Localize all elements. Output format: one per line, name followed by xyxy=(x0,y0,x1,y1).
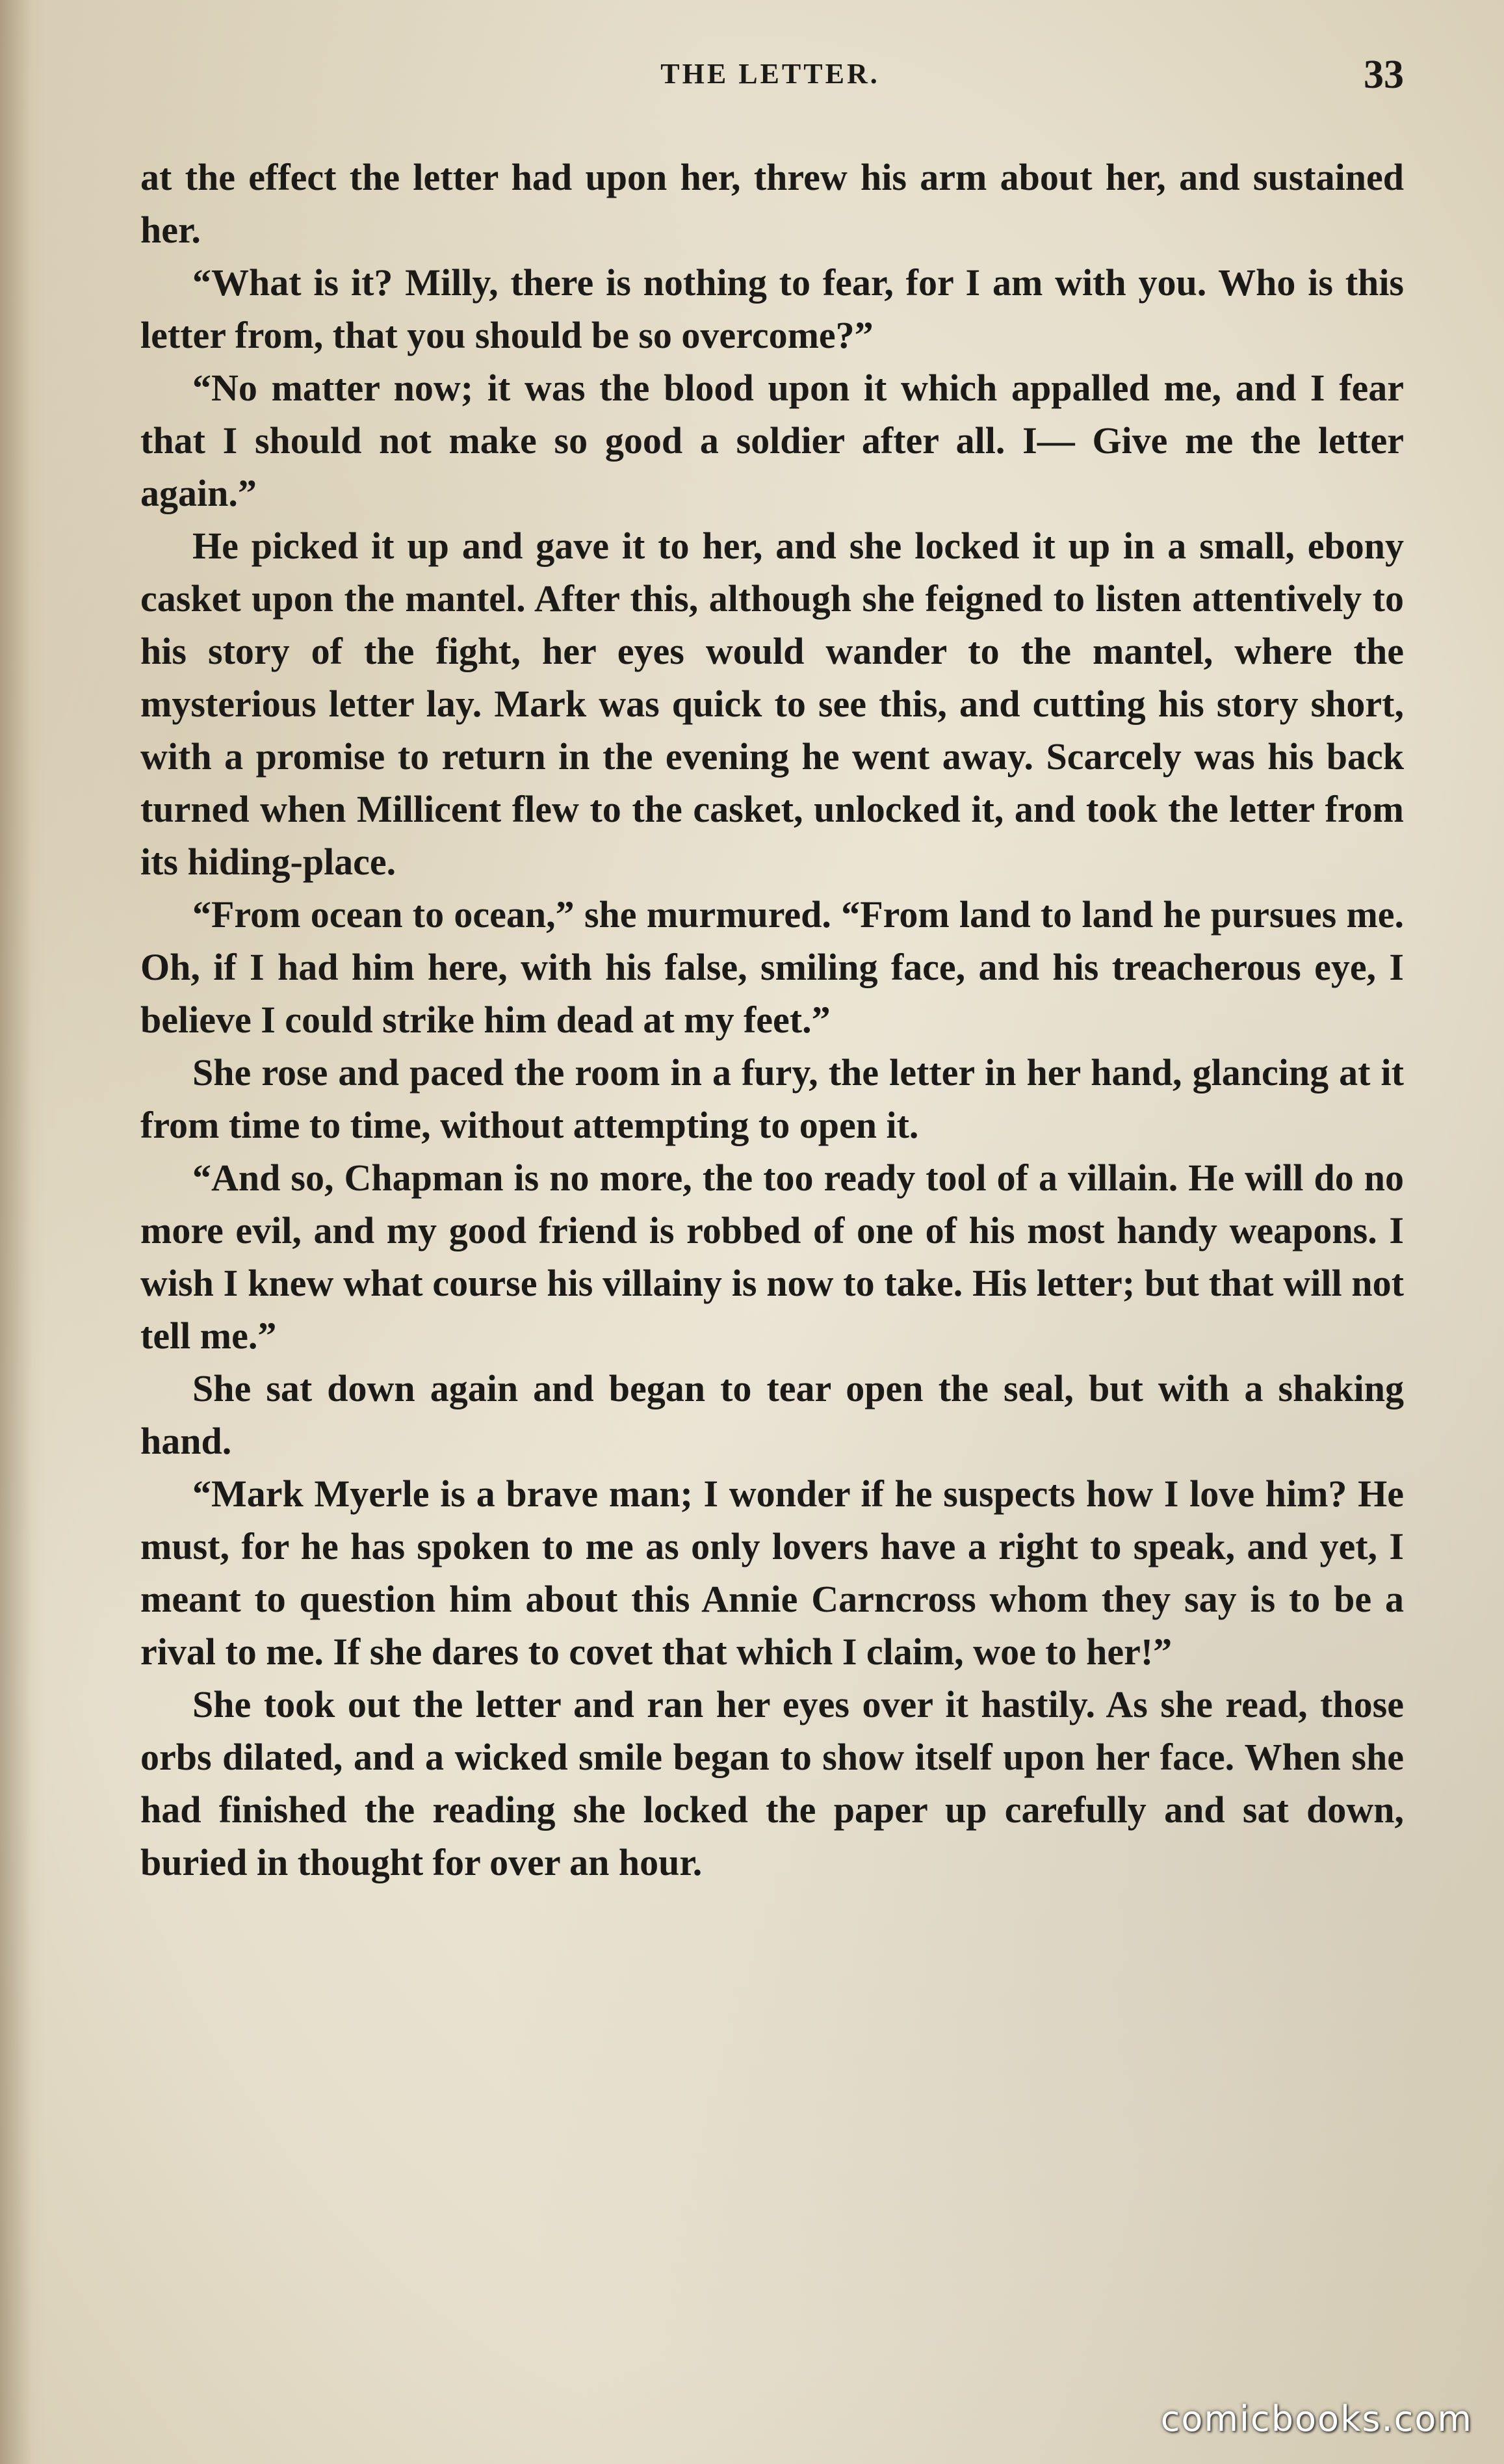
paragraph: She sat down again and began to tear open the seal, but with a shaking hand. xyxy=(140,1367,1404,1462)
watermark: comicbooks.com xyxy=(1160,2398,1473,2439)
paragraph: She took out the letter and ran her eyes over it hastily. As she read, those orbs dilated, and a wicked smile began to show itself upon her face. When she had finished the reading she locked the paper up carefully and sat down, buried in thought for over an hour. xyxy=(140,1683,1404,1883)
paragraph: “What is it? Milly, there is nothing to fear, for I am with you. Who is this letter from, that you should be so overcome?” xyxy=(140,261,1404,356)
page-binding-shadow xyxy=(0,0,45,2464)
paragraph: He picked it up and gave it to her, and she locked it up in a small, ebony casket upon the mantel. After this, although she feigned to listen attentively to his story of the fight, her eyes would wander to the mantel, where the mysterious letter lay. Mark was quick to see this, and cutting his story short, with a promise to return in the evening he went away. Scarcely was his back turned when Millicent flew to the casket, unlocked it, and took the letter from its hiding-place. xyxy=(140,525,1404,883)
running-head: THE LETTER. xyxy=(660,58,880,90)
paragraph: “No matter now; it was the blood upon it which appalled me, and I fear that I should not make so good a soldier after all. I— Give me the letter again.” xyxy=(140,367,1404,514)
body-text xyxy=(140,151,1404,1889)
paragraph: “And so, Chapman is no more, the too ready tool of a villain. He will do no more evil, and my good friend is robbed of one of his most handy weapons. I wish I knew what course his villainy is now to take. His letter; but that will not tell me.” xyxy=(140,1157,1404,1357)
paragraph: “Mark Myerle is a brave man; I wonder if he suspects how I love him? He must, for he has spoken to me as only lovers have a right to speak, and yet, I meant to question him about this Annie Carncross whom they say is to be a rival to me. If she dares to covet that which I claim, woe to her!” xyxy=(140,1473,1404,1673)
paragraph: She rose and paced the room in a fury, the letter in her hand, glancing at it from time to time, without attempting to open it. xyxy=(140,1051,1404,1146)
paragraph: at the effect the letter had upon her, threw his arm about her, and sustained her. xyxy=(140,156,1404,251)
paragraph: “From ocean to ocean,” she murmured. “From land to land he pursues me. Oh, if I had him here, with his false, smiling face, and his treacherous eye, I believe I could strike him dead at my feet.” xyxy=(140,893,1404,1041)
page-number: 33 xyxy=(1364,53,1404,97)
page-header xyxy=(136,52,1404,111)
